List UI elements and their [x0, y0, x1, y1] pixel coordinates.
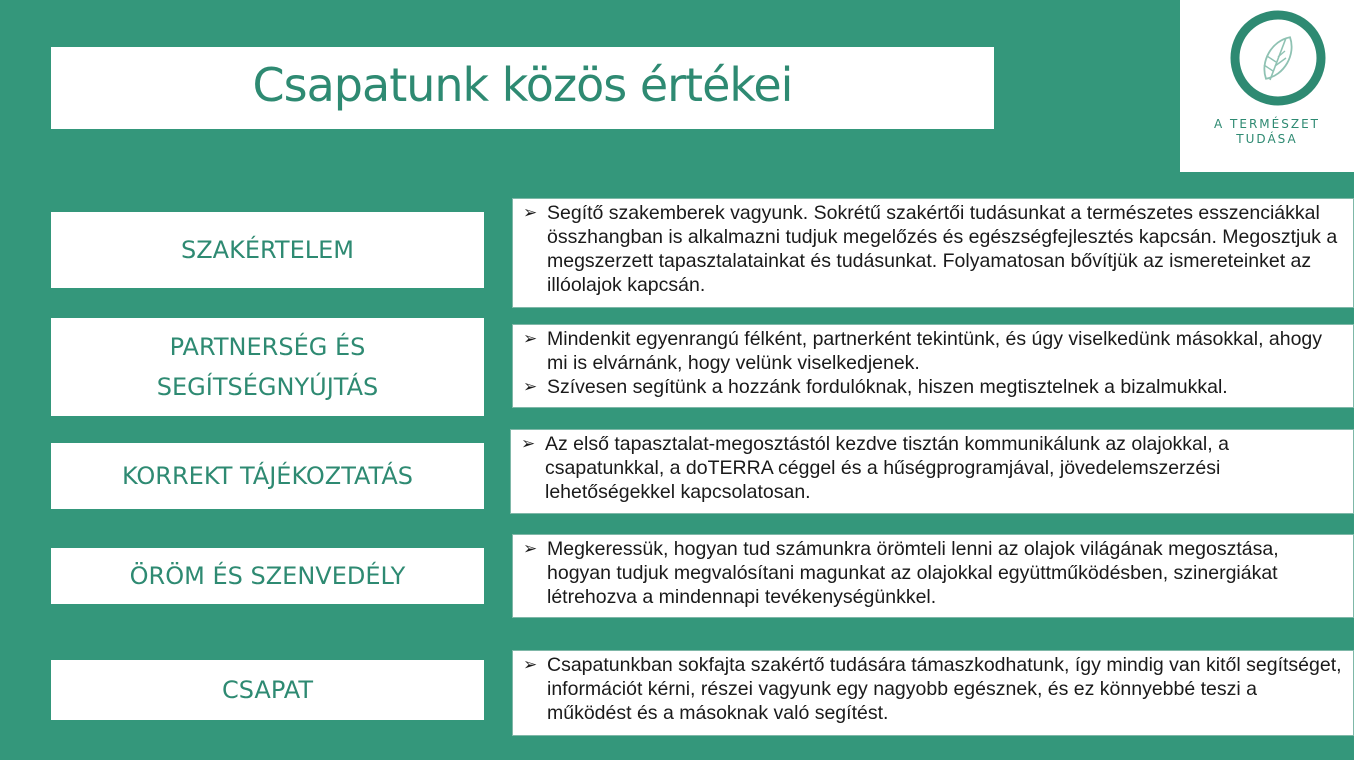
value-description-szakertelem — [512, 198, 1354, 308]
bullet-text: Mindenkit egyenrangú félként, partnerként tekintünk, és úgy viselkedünk másokkal, ahogy mi is elvárnánk, hogy velünk viselkedjenek. — [547, 328, 1323, 374]
value-label-korrekt: KORREKT TÁJÉKOZTATÁS — [51, 443, 484, 509]
list-item — [521, 432, 1345, 504]
bullet-text: Csapatunkban sokfajta szakértő tudására támaszkodhatunk, így mindig van kitől segítséget, információt kérni, részei vagyunk egy nagyobb egésznek, és ez könnyebbé teszi a működést és a másoknak való segítést. — [547, 654, 1342, 724]
arrow-bullet-icon: ➢ — [523, 203, 538, 222]
value-label-szakertelem: SZAKÉRTELEM — [51, 212, 484, 288]
title-box — [51, 47, 994, 129]
value-label-csapat: CSAPAT — [51, 660, 484, 720]
bullet-text: Megkeressük, hogyan tud számunkra örömteli lenni az olajok világának megosztása, hogyan tudjuk megvalósítani magunkat az olajokkal együttműködésben, szinergiákat létrehozva a mindennapi tevékenységünkkel. — [547, 538, 1279, 608]
value-label-orom: ÖRÖM ÉS SZENVEDÉLY — [51, 548, 484, 604]
value-description-korrekt — [510, 429, 1354, 514]
value-description-csapat — [512, 650, 1354, 736]
value-description-orom — [512, 534, 1354, 618]
logo — [1180, 0, 1354, 172]
arrow-bullet-icon: ➢ — [523, 539, 538, 558]
bullet-text: Szívesen segítünk a hozzánk fordulóknak, hiszen megtisztelnek a bizalmukkal. — [547, 376, 1228, 398]
list-item — [523, 653, 1345, 725]
arrow-bullet-icon: ➢ — [523, 655, 538, 674]
logo-text-line1: A TERMÉSZET — [1214, 117, 1320, 131]
page-title: Csapatunk közös értékei — [252, 58, 793, 112]
value-description-partnerseg — [512, 324, 1354, 408]
bullet-text: Segítő szakemberek vagyunk. Sokrétű szakértői tudásunkat a természetes esszenciákkal összhangban is alkalmazni tudjuk megelőzés és egészségfejlesztés kapcsán. Megosztjuk a megszerzett tapasztalatainkat és tudásunkat. Folyamatosan bővítjük az ismereteinket az illóolajok kapcsán. — [547, 202, 1338, 296]
list-item — [523, 201, 1345, 297]
list-item — [523, 537, 1345, 609]
list-item — [523, 375, 1345, 399]
bullet-text: Az első tapasztalat-megosztástól kezdve tisztán kommunikálunk az olajokkal, a csapatunkkal, a doTERRA céggel és a hűségprogramjával, jövedelemszerzési lehetőségekkel kapcsolatosan. — [545, 433, 1229, 503]
arrow-bullet-icon: ➢ — [521, 434, 536, 453]
arrow-bullet-icon: ➢ — [523, 377, 538, 396]
list-item — [523, 327, 1345, 375]
logo-text-line2: TUDÁSA — [1236, 132, 1298, 146]
leaf-icon — [1228, 8, 1328, 108]
arrow-bullet-icon: ➢ — [523, 329, 538, 348]
value-label-partnerseg: PARTNERSÉG ÉS SEGÍTSÉGNYÚJTÁS — [51, 318, 484, 416]
